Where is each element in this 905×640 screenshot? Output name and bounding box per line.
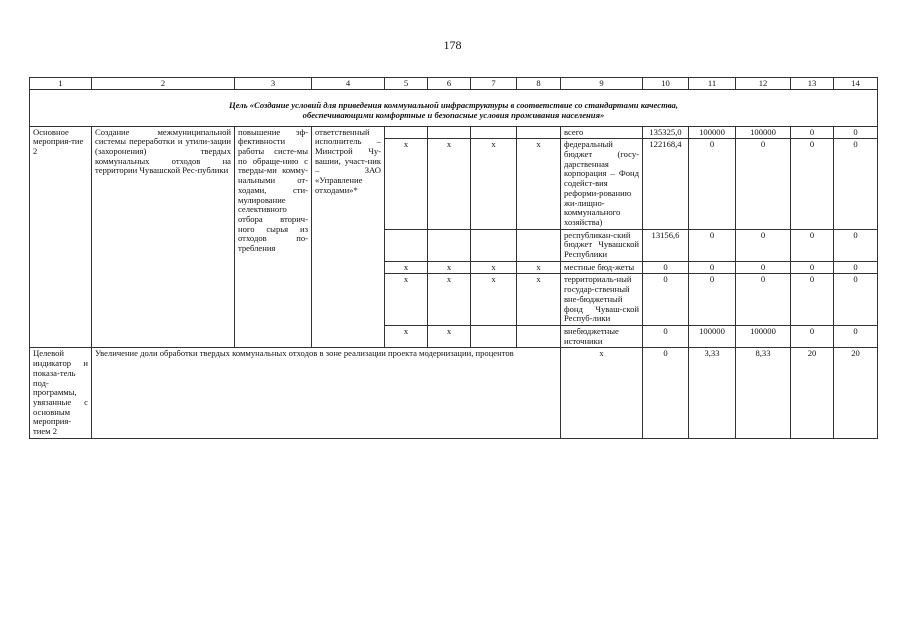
funding-source: внебюджетные источники <box>561 325 643 347</box>
cell-c7: x <box>471 274 517 326</box>
goal-row <box>30 90 878 127</box>
value-cell: 0 <box>643 261 689 274</box>
value-cell: 0 <box>791 261 834 274</box>
value-cell: 135325,0 <box>643 126 689 139</box>
value-cell: 8,33 <box>736 348 791 438</box>
value-cell: 3,33 <box>689 348 736 438</box>
indicator-c9: x <box>561 348 643 438</box>
value-cell: 100000 <box>689 126 736 139</box>
value-cell: 0 <box>791 126 834 139</box>
header-cell: 12 <box>736 78 791 90</box>
cell-c6 <box>428 229 471 261</box>
cell-c7: x <box>471 261 517 274</box>
indicator-row <box>30 348 878 438</box>
value-cell: 0 <box>736 229 791 261</box>
value-cell: 13156,6 <box>643 229 689 261</box>
cell-c5 <box>385 126 428 139</box>
budget-table <box>29 77 878 439</box>
event-name: Создание межмуниципальной системы переработки и утили-зации (захоронения) твердых коммунальных отходов на территории Чувашской Рес-публики <box>92 126 235 348</box>
value-cell: 0 <box>834 126 878 139</box>
goal-heading <box>30 90 878 127</box>
value-cell: 20 <box>791 348 834 438</box>
cell-c6: x <box>428 261 471 274</box>
indicator-label: Целевой индикатор и показа-тель под-программы, увязанные с основным мероприя-тием 2 <box>30 348 92 438</box>
header-cell: 5 <box>385 78 428 90</box>
goal-line-2: обеспечивающими комфортные и безопасные условия проживания населения» <box>302 110 605 121</box>
value-cell: 0 <box>834 325 878 347</box>
value-cell: 0 <box>736 261 791 274</box>
value-cell: 0 <box>834 139 878 229</box>
goal-line-1: Цель «Создание условий для приведения коммунальной инфраструктуры в соответствие со стандартами качества, <box>229 100 678 110</box>
header-cell: 7 <box>471 78 517 90</box>
cell-c7 <box>471 325 517 347</box>
funding-source: местные бюд-жеты <box>561 261 643 274</box>
cell-c6: x <box>428 274 471 326</box>
value-cell: 100000 <box>736 126 791 139</box>
funding-source: федеральный бюджет (госу-дарственная корпорация – Фонд содейст-вия реформи-рованию жи-лищно-коммунального хозяйства) <box>561 139 643 229</box>
value-cell: 0 <box>643 274 689 326</box>
header-cell: 8 <box>517 78 561 90</box>
header-cell: 1 <box>30 78 92 90</box>
funding-source: территориаль-ный государ-ственный вне-бюджетный фонд Чуваш-ской Респуб-лики <box>561 274 643 326</box>
cell-c7 <box>471 126 517 139</box>
header-cell: 11 <box>689 78 736 90</box>
header-cell: 2 <box>92 78 235 90</box>
cell-c5: x <box>385 261 428 274</box>
funding-source: всего <box>561 126 643 139</box>
value-cell: 0 <box>736 274 791 326</box>
cell-c8: x <box>517 139 561 229</box>
cell-c8: x <box>517 274 561 326</box>
event-executor: ответственный исполнитель – Минстрой Чу-вашии, участ-ник – ЗАО «Управление отходами»* <box>312 126 385 348</box>
value-cell: 0 <box>736 139 791 229</box>
funding-source: республикан-ский бюджет Чувашской Республики <box>561 229 643 261</box>
header-cell: 13 <box>791 78 834 90</box>
value-cell: 0 <box>791 325 834 347</box>
cell-c6: x <box>428 325 471 347</box>
event-row-0 <box>30 126 878 139</box>
header-cell: 14 <box>834 78 878 90</box>
cell-c6: x <box>428 139 471 229</box>
value-cell: 0 <box>689 139 736 229</box>
value-cell: 0 <box>834 229 878 261</box>
indicator-text: Увеличение доли обработки твердых коммунальных отходов в зоне реализации проекта модернизации, процентов <box>92 348 561 438</box>
cell-c8 <box>517 325 561 347</box>
value-cell: 0 <box>689 261 736 274</box>
value-cell: 0 <box>834 261 878 274</box>
value-cell: 0 <box>791 229 834 261</box>
cell-c5: x <box>385 325 428 347</box>
header-cell: 9 <box>561 78 643 90</box>
value-cell: 0 <box>689 274 736 326</box>
cell-c6 <box>428 126 471 139</box>
page-number: 178 <box>443 38 462 52</box>
value-cell: 100000 <box>736 325 791 347</box>
event-goal: повышение эф-фективности работы систе-мы по обраще-нию с тверды-ми комму-нальными от-ходами, сти-мулирование селективного отбора вторич-ного сырья из отходов по-требления <box>235 126 312 348</box>
value-cell: 0 <box>643 325 689 347</box>
value-cell: 20 <box>834 348 878 438</box>
header-row <box>30 78 878 90</box>
cell-c7: x <box>471 139 517 229</box>
header-cell: 4 <box>312 78 385 90</box>
value-cell: 122168,4 <box>643 139 689 229</box>
cell-c5: x <box>385 139 428 229</box>
cell-c7 <box>471 229 517 261</box>
value-cell: 0 <box>689 229 736 261</box>
value-cell: 100000 <box>689 325 736 347</box>
cell-c5: x <box>385 274 428 326</box>
cell-c8: x <box>517 261 561 274</box>
value-cell: 0 <box>791 274 834 326</box>
header-cell: 6 <box>428 78 471 90</box>
value-cell: 0 <box>834 274 878 326</box>
event-type: Основное мероприя-тие 2 <box>30 126 92 348</box>
value-cell: 0 <box>791 139 834 229</box>
header-cell: 3 <box>235 78 312 90</box>
value-cell: 0 <box>643 348 689 438</box>
cell-c5 <box>385 229 428 261</box>
cell-c8 <box>517 126 561 139</box>
header-cell: 10 <box>643 78 689 90</box>
cell-c8 <box>517 229 561 261</box>
